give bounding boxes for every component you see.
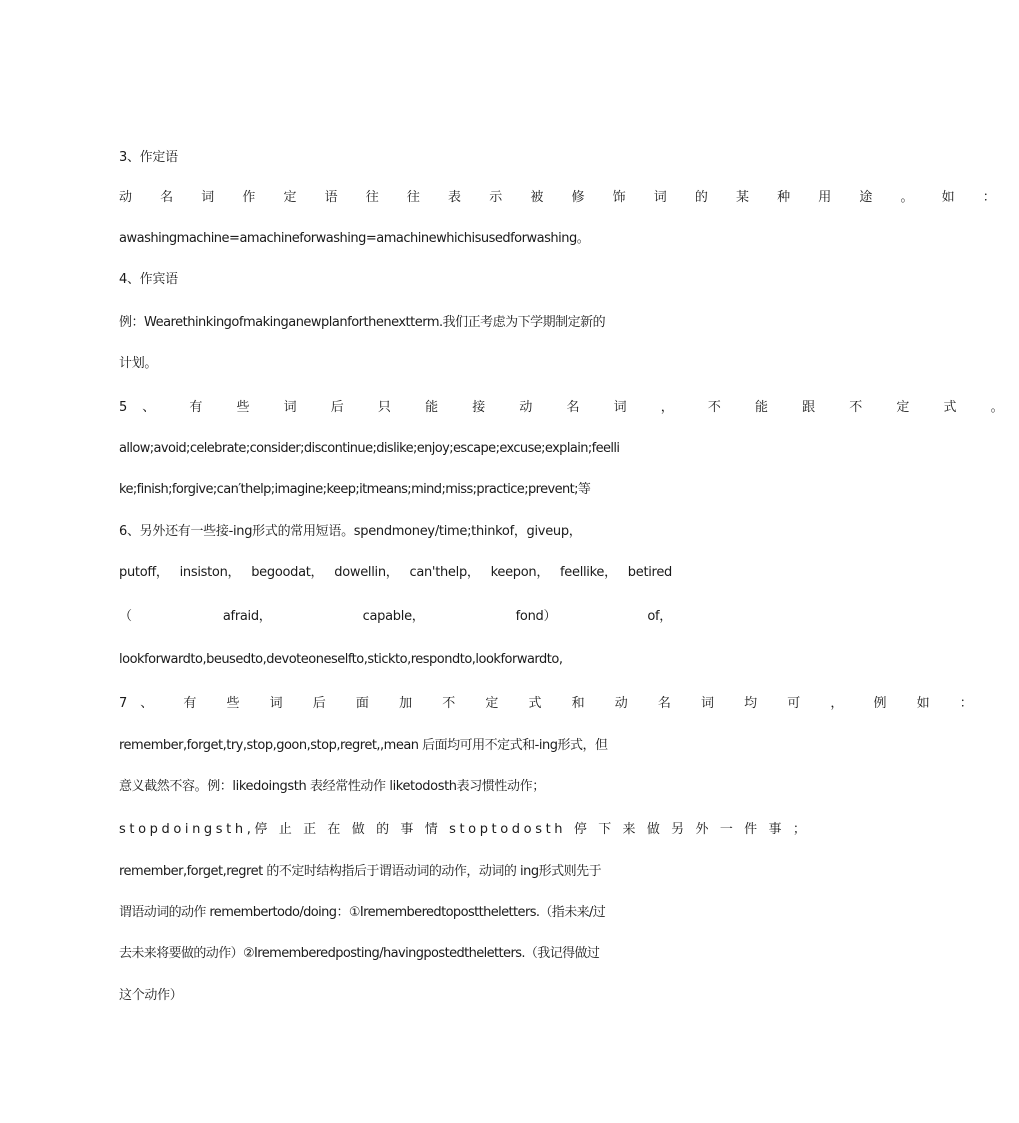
text-line: allow;avoid;celebrate;consider;discontinue;dislike;enjoy;escape;excuse;explain;feelli [119,441,620,456]
phrase: betired [627,565,672,580]
text-line: 7、 有 些 词 后 面 加 不 定 式 和 动 名 词 均 可 ， 例 如 ： [119,696,986,711]
text-line: 例：Wearethinkingofmakinganewplanforthenextterm.我们正考虑为下学期制定新的 [119,315,606,330]
phrase: insiston， [179,565,241,580]
phrase: fond） [515,609,557,624]
phrase: capable， [362,609,425,624]
text-line: lookforwardto,beusedto,devoteoneselfto,stickto,respondto,lookforwardto, [119,652,563,667]
text-line: 这个动作） [119,988,183,1003]
phrase: keepon， [490,565,550,580]
text-line: 动 名 词 作 定 语 往 往 表 示 被 修 饰 词 的 某 种 用 途 。 如 ： [119,190,1008,205]
phrase: afraid， [222,609,272,624]
text-line: 5、 有 些 词 后 只 能 接 动 名 词 ， 不 能 跟 不 定 式 。 [119,400,1019,415]
text-line: ke;finish;forgive;can′thelp;imagine;keep;itmeans;mind;miss;practice;prevent;等 [119,482,591,497]
text-line: remember,forget,regret 的不定时结构指后于谓语动词的动作，动词的 ing形式则先于 [119,864,602,879]
heading-object: 4、作宾语 [119,272,178,287]
text-line: remember,forget,try,stop,goon,stop,regret,,mean 后面均可用不定式和-ing形式，但 [119,738,608,753]
text-line: awashingmachine=amachineforwashing=amachinewhichisusedforwashing。 [119,231,590,246]
phrase-line [119,607,672,627]
phrase: dowellin， [334,565,399,580]
phrase: （ [119,609,132,624]
text-line: 意义截然不容。例：likedoingsth 表经常性动作 liketodosth表习惯性动作； [119,779,545,794]
phrase: can'thelp， [409,565,480,580]
phrase: of， [647,609,672,624]
text-line: 计划。 [119,356,158,371]
text-line: stopdoingsth,停 止 正 在 做 的 事 情 stoptodosth 停 下 来 做 另 外 一 件 事 ； [119,822,810,837]
phrase-line [119,563,672,583]
text-line: 6、另外还有一些接-ing形式的常用短语。spendmoney/time;thinkof，giveup， [119,524,582,539]
phrase: feellike， [560,565,617,580]
phrase: begoodat， [251,565,324,580]
text-line: 去未来将要做的动作）②Irememberedposting/havingpostedtheletters.（我记得做过 [119,946,600,961]
text-line: 谓语动词的动作 remembertodo/doing：①Irememberedtoposttheletters.（指未来/过 [119,905,606,920]
phrase: putoff， [119,565,169,580]
heading-attributive: 3、作定语 [119,150,178,165]
